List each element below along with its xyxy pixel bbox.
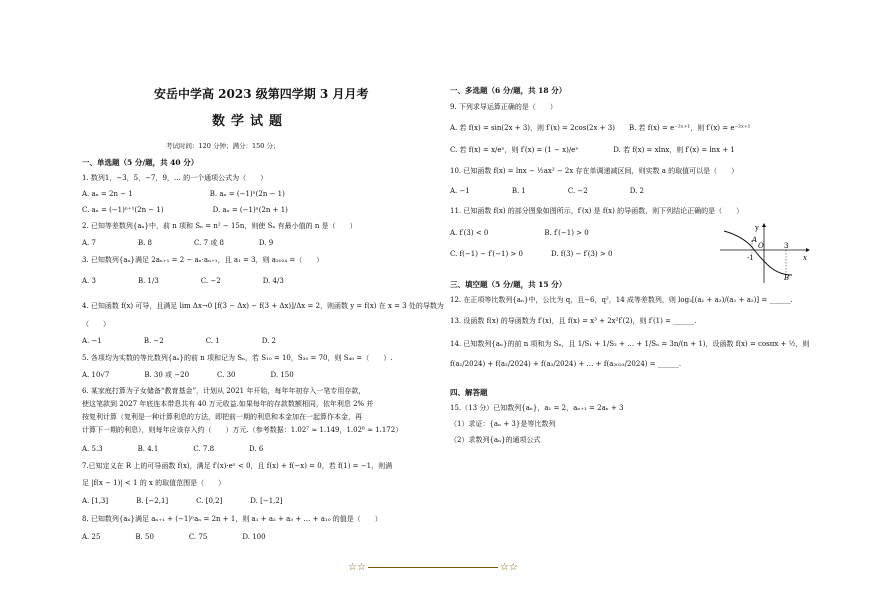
question-text: 10. 已知函数 f(x) = lnx − ½ax² − 2x 存在单调递减区间，则实数 a 的取值可以是（ ） (450, 167, 739, 175)
function-curve (724, 231, 792, 275)
question-text: 9. 下列求导运算正确的是（ ） (450, 103, 557, 111)
question-text: 使这笔款到 2027 年底连本带息共有 40 万元收益.如果每年的存款数额相同，依年利息 2% 并 (82, 400, 374, 408)
option-row: C. f(−1) − f′(−1) > 0 D. f(3) − f′(3) > 0 (450, 250, 613, 258)
option-row: A. 10√7 B. 30 或 −20 C. 30 D. 150 (82, 371, 294, 379)
question-text: 12. 在正项等比数列{aₙ}中，公比为 q，且−6，q²，14 成等差数列，则 log₂[(a₁ + a₃)/(a₁ + a₂)] = ______. (450, 296, 793, 304)
tick-label-3: 3 (784, 242, 789, 250)
y-axis-arrow-icon (762, 223, 766, 227)
question-text: （2）求数列{aₙ}的通项公式 (450, 436, 541, 444)
question-text: 6. 某家庭打算为子女储备“教育基金”，计划从 2021 年开始，每年年初存入一笔专用存款， (82, 387, 366, 395)
option-row: A. 若 f(x) = sin(2x + 3)，则 f′(x) = 2cos(2x + 3) B. 若 f(x) = e⁻²ˣ⁺¹，则 f′(x) = e⁻²ˣ⁺¹ (450, 124, 751, 132)
question-text: 计算下一期的利息），则每年应该存入约（ ）万元.（参考数据：1.02⁷ ≈ 1.149，1.02⁸ ≈ 1.172） (82, 426, 403, 434)
option-row: C. 若 f(x) = x/eˣ，则 f′(x) = (1 − x)/eˣ D. 若 f(x) = xlnx，则 f′(x) = lnx + 1 (450, 146, 735, 154)
question-text: 足 |f(x − 1)| < 1 的 x 的取值范围是（ ） (82, 479, 226, 487)
page-footer (348, 562, 518, 573)
tick-label-neg1: -1 (747, 254, 754, 262)
option-row: A. 25 B. 50 C. 75 D. 100 (82, 533, 266, 541)
section-heading: 一、多选题（6 分/题，共 18 分） (450, 86, 567, 95)
origin-label: O (758, 242, 764, 250)
question-text: 4. 已知函数 f(x) 可导，且满足 lim Δx→0 [f(3 − Δx) − f(3 + Δx)]/Δx = 2，则函数 y = f(x) 在 x = 3 处的导数为 (82, 302, 444, 310)
question-text: 7.已知定义在 R 上的可导函数 f(x)，满足 f′(x)·eˣ < 0，且 f(x) + f(−x) = 0，若 f(1) = −1，则满 (82, 462, 393, 470)
footer-stars-right: ☆☆ (499, 562, 518, 573)
question-text: 14. 已知数列{aₙ}的前 n 项和为 Sₙ，且 1/S₁ + 1/S₂ + … + 1/Sₙ = 3n/(n + 1)，设函数 f(x) = cosπx + ½，则 (450, 340, 810, 348)
question-text: 1. 数列1，−3，5，−7，9，… 的一个通项公式为（ ） (82, 174, 268, 182)
section-heading: 三、填空题（5 分/题，共 15 分） (450, 280, 567, 289)
question-text: 2. 已知等差数列{aₙ}中，前 n 项和 Sₙ = n² − 15n，则使 Sₙ 有最小值的 n 是（ ） (82, 222, 357, 230)
x-axis-label: x (803, 254, 807, 262)
question-text: 8. 已知数列{aₙ}满足 aₙ₊₁ + (−1)ⁿaₙ = 2n + 1，则 a₁ + a₂ + a₃ + … + a₁₀ 的值是（ ） (82, 515, 382, 523)
footer-stars-left: ☆☆ (348, 562, 366, 573)
question-text: 13. 设函数 f(x) 的导函数为 f′(x)，且 f(x) = x³ + 2x²f′(2)，则 f′(1) = ______. (450, 317, 697, 325)
function-graph (720, 223, 810, 285)
exam-info: 考试时间：120 分钟；满分：150 分； (166, 142, 280, 150)
option-row: A. 3 B. 1/3 C. −2 D. 4/3 (82, 277, 284, 285)
option-row: A. −1 B. −2 C. 1 D. 2 (82, 337, 277, 345)
question-text: f(a₁/2024) + f(a₂/2024) + f(a₃/2024) + … + f(a₂₀₂₃/2024) = ______. (450, 360, 682, 368)
point-a-label: A (752, 236, 758, 244)
exam-school-title: 安岳中学高 2023 级第四学期 3 月月考 (154, 87, 369, 101)
y-axis-label: y (755, 224, 759, 232)
question-text: 5. 各项均为实数的等比数列{aₙ}的前 n 项和记为 Sₙ，若 S₁₀ = 10，S₃₀ = 70，则 S₄₀ =（ ）. (82, 354, 393, 362)
question-text: 15.（13 分）已知数列{aₙ}，a₁ = 2，aₙ₊₁ = 2aₙ + 3 (450, 404, 624, 412)
question-text: 3. 已知数列{aₙ}满足 2aₙ₊₁ = 2 − aₙ·aₙ₊₁，且 a₁ = 3，则 a₂₀₂₄ =（ ） (82, 256, 324, 264)
question-text: （1）求证：{aₙ + 3}是等比数列 (450, 420, 556, 428)
option-row: C. aₙ = (−1)ⁿ⁺¹(2n − 1) D. aₙ = (−1)ⁿ(2n + 1) (82, 206, 288, 214)
option-row: A. 5.3 B. 4.1 C. 7.8 D. 6 (82, 445, 264, 453)
question-text: 按复利计算（复利是一种计算利息的方法，即把前一期的利息和本金加在一起算作本金，再 (82, 413, 362, 421)
x-axis-arrow-icon (806, 248, 810, 252)
option-row: A. 7 B. 8 C. 7 或 8 D. 9 (82, 239, 274, 247)
question-text: 11. 已知函数 f(x) 的部分图象如图所示，f′(x) 是 f(x) 的导函数，则下列结论正确的是（ ） (450, 207, 744, 215)
question-text: （ ） (82, 320, 110, 328)
exam-subject-title: 数学试题 (212, 114, 289, 129)
option-row: A. aₙ = 2n − 1 B. aₙ = (−1)ⁿ(2n − 1) (82, 190, 285, 198)
option-row: A. f′(3) < 0 B. f′(−1) > 0 (450, 229, 589, 237)
section-heading: 一、单选题（5 分/题，共 40 分） (82, 158, 199, 167)
footer-rule (368, 567, 498, 568)
option-row: A. [1,3] B. [−2,1] C. [0,2] D. [−1,2] (82, 497, 283, 505)
point-b-label: B (784, 274, 790, 282)
section-heading: 四、解答题 (450, 388, 488, 397)
option-row: A. −1 B. 1 C. −2 D. 2 (450, 187, 645, 195)
